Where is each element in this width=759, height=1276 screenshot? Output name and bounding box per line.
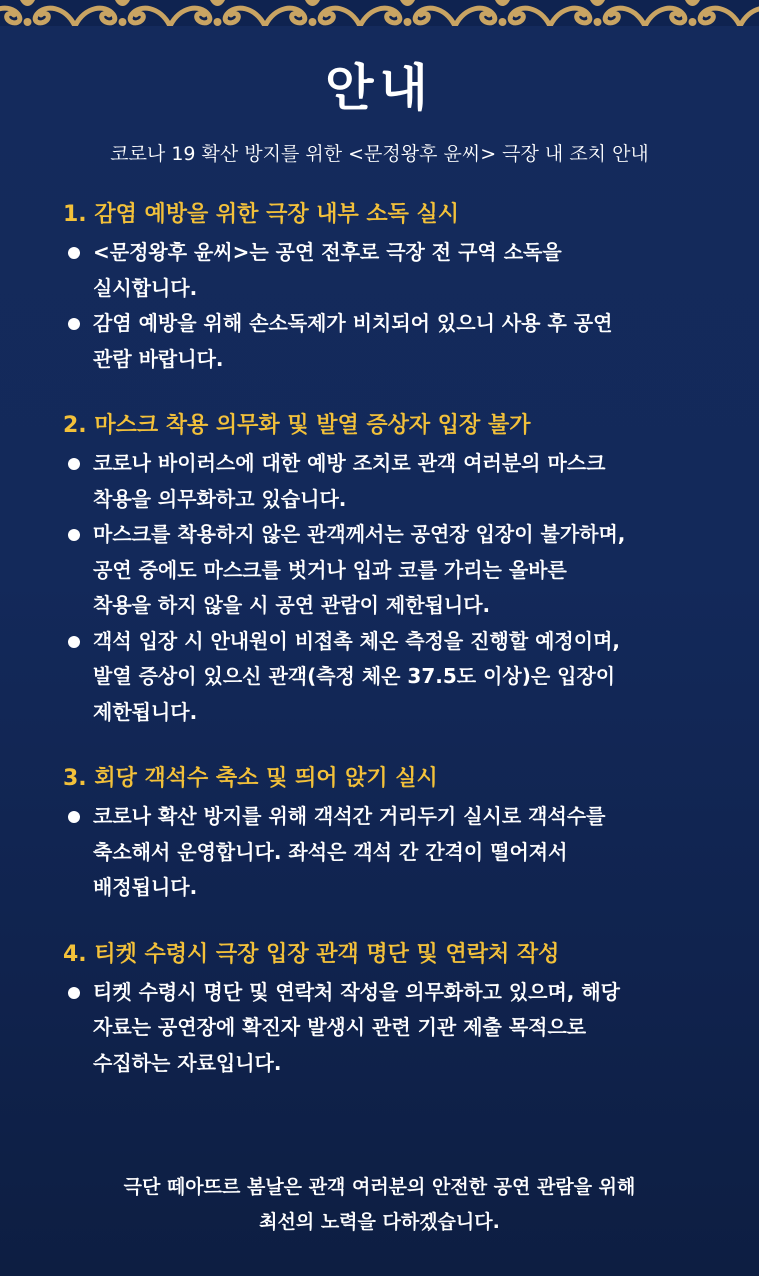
bullet-text-line: 축소해서 운영합니다. 좌석은 객석 간 간격이 떨어져서 [93, 839, 568, 864]
bullet-text-line: 착용을 의무화하고 있습니다. [93, 486, 347, 511]
bullet-item [63, 975, 723, 1082]
bullet-text-line: 공연 중에도 마스크를 벗거나 입과 코를 가리는 올바른 [93, 557, 567, 582]
bullet-dot-icon [68, 318, 80, 330]
ornament-scroll-icon [265, 0, 360, 26]
notice-section [63, 197, 723, 377]
bullet-item [63, 624, 723, 731]
bullet-dot-icon [68, 247, 80, 259]
bullet-text-line: 티켓 수령시 명단 및 연락처 작성을 의무화하고 있으며, 해당 [93, 979, 620, 1004]
bullet-dot-icon [68, 458, 80, 470]
bullet-text-line: 배정됩니다. [93, 875, 198, 899]
bullet-text-line: 제한됩니다. [93, 699, 198, 724]
section-title: 2. 마스크 착용 의무화 및 발열 증상자 입장 불가 [63, 413, 531, 438]
ornament-scroll-icon [0, 0, 75, 26]
ornament-scroll-icon [550, 0, 645, 26]
bullet-item [63, 235, 723, 306]
notice-section [63, 761, 723, 906]
bullet-item [63, 799, 723, 906]
ornament-scroll-icon [75, 0, 170, 26]
bullet-dot-icon [68, 636, 80, 648]
bullet-item [63, 517, 723, 624]
section-title: 4. 티켓 수령시 극장 입장 관객 명단 및 연락처 작성 [63, 941, 560, 967]
notice-subtitle: 코로나 19 확산 방지를 위한 <문정왕후 윤씨> 극장 내 조치 안내 [110, 143, 649, 165]
bullet-dot-icon [68, 987, 80, 999]
bullet-text-line: <문정왕후 윤씨>는 공연 전후로 극장 전 구역 소독을 [93, 240, 562, 264]
bullet-text-line: 객석 입장 시 안내원이 비접촉 체온 측정을 진행할 예정이며, [93, 628, 620, 653]
ornament-scroll-icon [455, 0, 550, 26]
closing-line-2: 최선의 노력을 다하겠습니다. [259, 1211, 500, 1233]
section-title: 1. 감염 예방을 위한 극장 내부 소독 실시 [63, 202, 460, 227]
bullet-item [63, 306, 723, 377]
notice-section [63, 937, 723, 1082]
ornament-pattern [0, 0, 759, 26]
ornament-scroll-icon [170, 0, 265, 26]
bullet-dot-icon [68, 529, 80, 541]
notice-section [63, 408, 723, 730]
bullet-text-line: 마스크를 착용하지 않은 관객께서는 공연장 입장이 불가하며, [93, 522, 626, 546]
bullet-text-line: 발열 증상이 있으신 관객(측정 체온 37.5도 이상)은 입장이 [93, 664, 616, 688]
bullet-text-line: 수집하는 자료입니다. [93, 1050, 282, 1075]
closing-message [0, 1170, 759, 1240]
bullet-text-line: 실시합니다. [93, 275, 198, 300]
bullet-dot-icon [68, 811, 80, 823]
bullet-text-line: 코로나 확산 방지를 위해 객석간 거리두기 실시로 객석수를 [93, 804, 606, 828]
bullet-text-line: 자료는 공연장에 확진자 발생시 관련 기관 제출 목적으로 [93, 1015, 587, 1039]
notice-title: 안내 [325, 58, 434, 117]
bullet-text-line: 코로나 바이러스에 대한 예방 조치로 관객 여러분의 마스크 [93, 451, 606, 475]
bullet-text-line: 관람 바랍니다. [93, 346, 224, 371]
bullet-text-line: 감염 예방을 위해 손소독제가 비치되어 있으니 사용 후 공연 [93, 311, 613, 335]
ornament-scroll-icon [360, 0, 455, 26]
closing-line-1: 극단 떼아뜨르 봄날은 관객 여러분의 안전한 공연 관람을 위해 [123, 1176, 636, 1198]
bullet-item [63, 446, 723, 517]
ornament-border [0, 0, 759, 26]
ornament-scroll-icon [740, 0, 759, 26]
notice-sections [63, 197, 723, 1112]
section-title: 3. 회당 객석수 축소 및 띄어 앉기 실시 [63, 766, 438, 791]
ornament-scroll-icon [645, 0, 740, 26]
bullet-text-line: 착용을 하지 않을 시 공연 관람이 제한됩니다. [93, 593, 491, 617]
